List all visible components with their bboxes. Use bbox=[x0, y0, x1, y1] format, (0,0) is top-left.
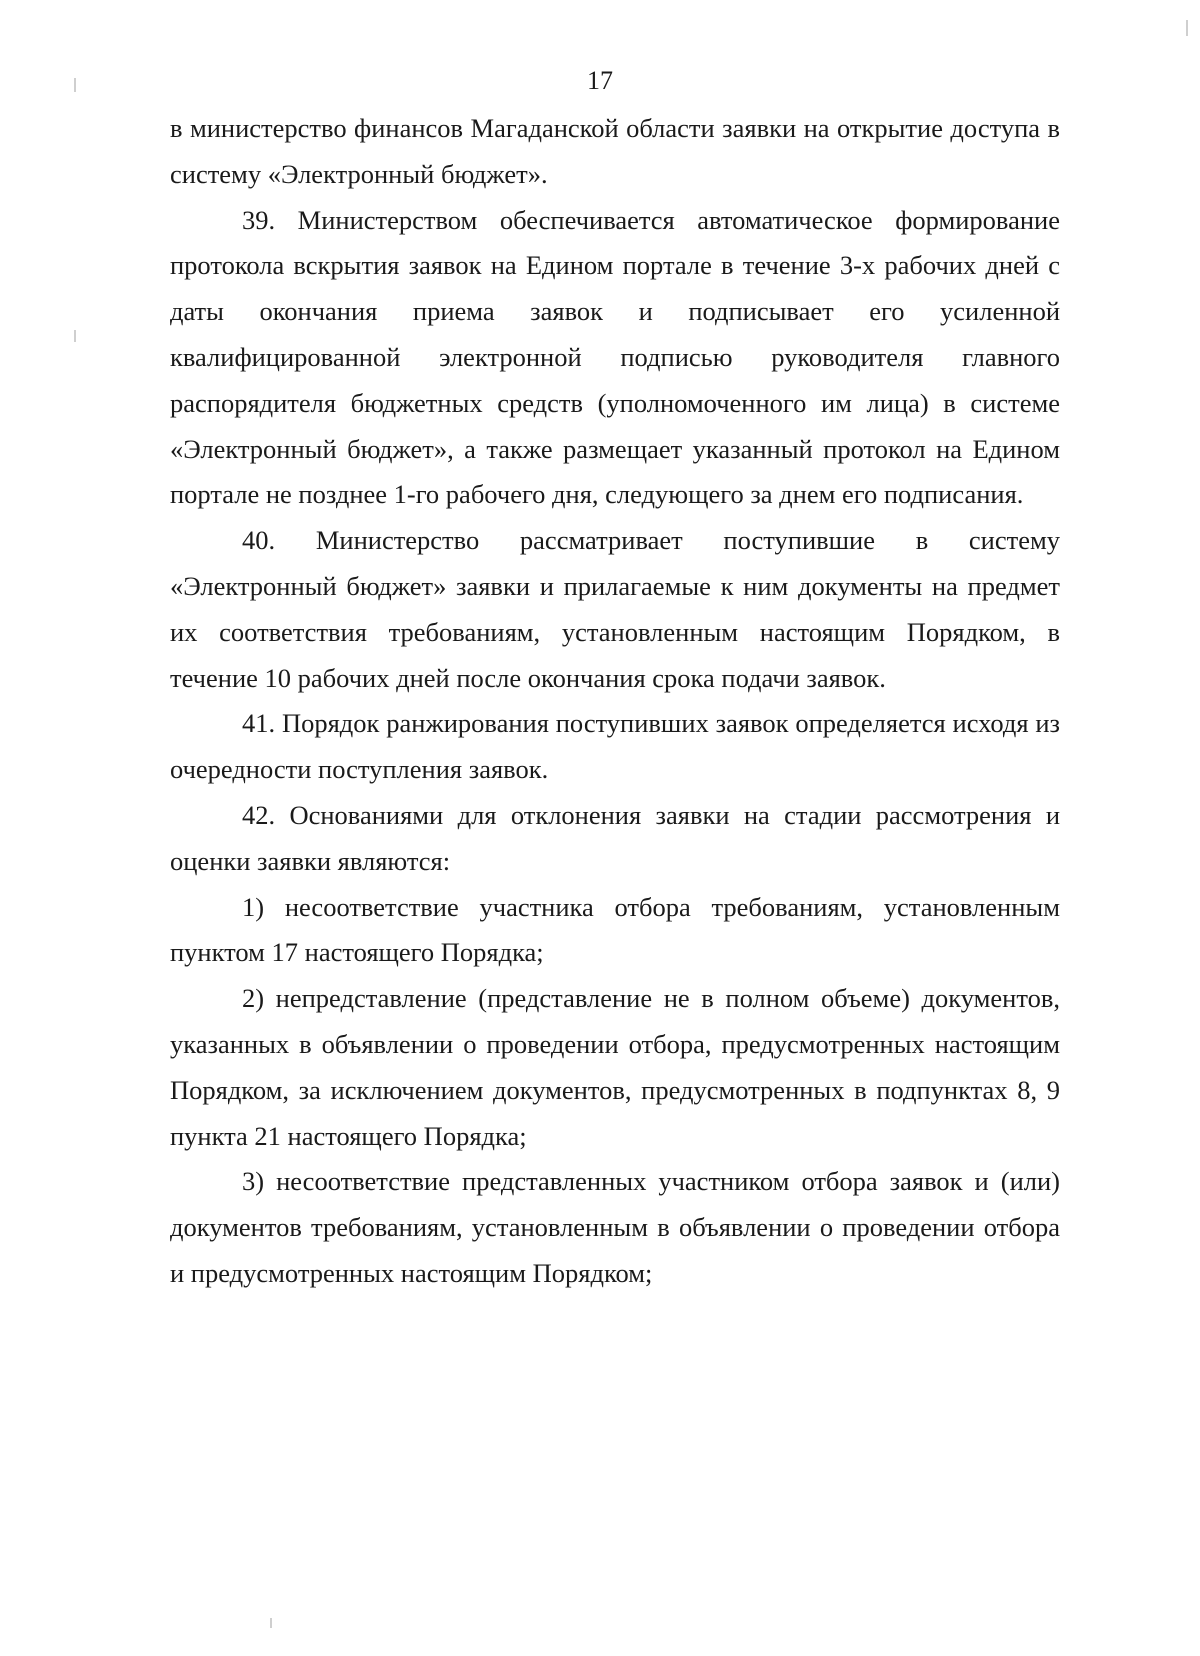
scan-artifact bbox=[74, 330, 76, 342]
page-number: 17 bbox=[587, 66, 613, 95]
subitem-3: 3) несоответствие представленных участником отбора заявок и (или) документов требованиям, установленным в объявлении о проведении отбора и предусмотренных настоящим Порядком; bbox=[170, 1166, 1060, 1288]
paragraph-item-40: 40. Министерство рассматривает поступившие в систему «Электронный бюджет» заявки и прилагаемые к ним документы на предмет их соответствия требованиям, установленным настоящим Порядком, в течение 10 рабочих дней после окончания срока подачи заявок. bbox=[170, 525, 1060, 693]
paragraph-item-41: 41. Порядок ранжирования поступивших заявок определяется исходя из очередности поступления заявок. bbox=[170, 708, 1060, 785]
subitem-1: 1) несоответствие участника отбора требованиям, установленным пунктом 17 настоящего Порядка; bbox=[170, 891, 1060, 968]
scan-artifact bbox=[1186, 20, 1188, 36]
document-body bbox=[170, 106, 1060, 1297]
paragraph-item-39: 39. Министерством обеспечивается автоматическое формирование протокола вскрытия заявок на Едином портале в течение 3-х рабочих дней с даты окончания приема заявок и подписывает его усиленной квалифицированной электронной подписью руководителя главного распорядителя бюджетных средств (уполномоченного им лица) в системе «Электронный бюджет», а также размещает указанный протокол на Едином портале не позднее 1-го рабочего дня, следующего за днем его подписания. bbox=[170, 204, 1060, 510]
paragraph-item-42: 42. Основаниями для отклонения заявки на стадии рассмотрения и оценки заявки являются: bbox=[170, 799, 1060, 876]
subitem-2: 2) непредставление (представление не в полном объеме) документов, указанных в объявлении о проведении отбора, предусмотренных настоящим Порядком, за исключением документов, предусмотренных в подпунктах 8, 9 пункта 21 настоящего Порядка; bbox=[170, 983, 1060, 1151]
paragraph-continuation: в министерство финансов Магаданской области заявки на открытие доступа в систему «Электронный бюджет». bbox=[170, 113, 1060, 189]
scan-artifact bbox=[270, 1618, 272, 1628]
